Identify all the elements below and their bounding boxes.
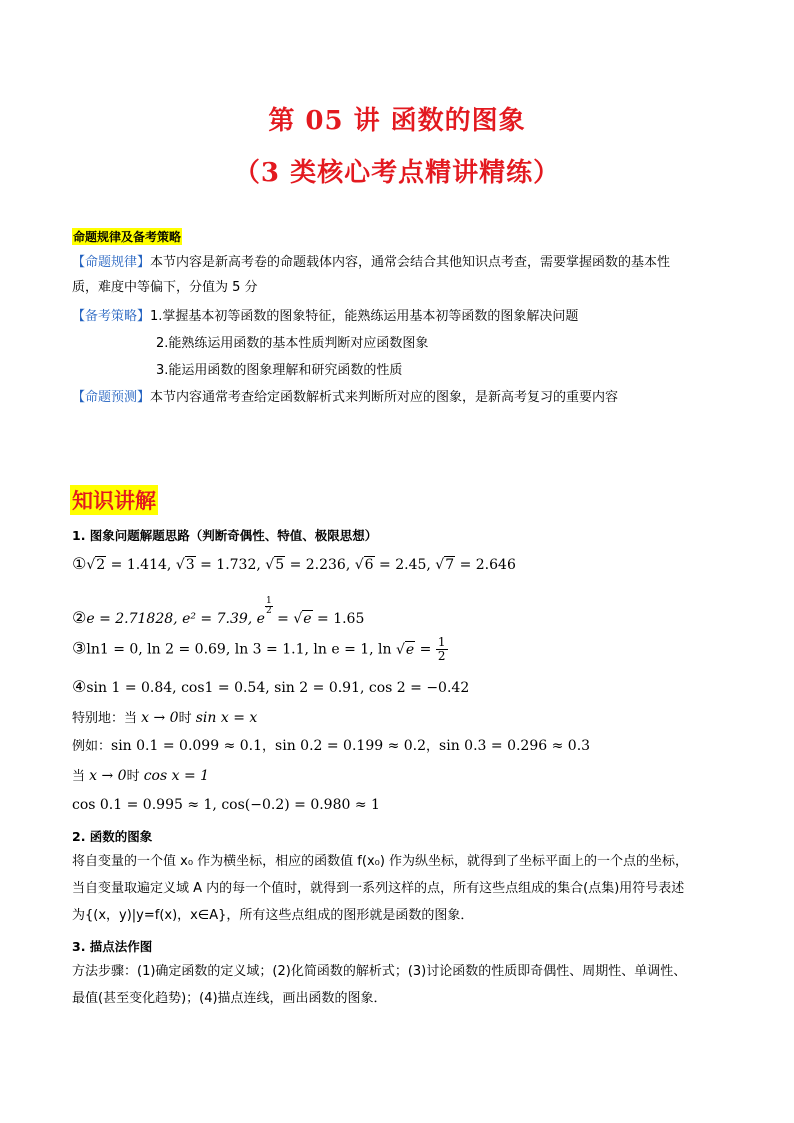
- forecast-label: 【命题预测】: [72, 390, 151, 405]
- sin-x-approx: sin x = x: [195, 710, 258, 726]
- section-3-line-1: 方法步骤：(1)确定函数的定义域；(2)化简函数的解析式；(3)讨论函数的性质即奇偶性、周期性、单调性、: [72, 964, 687, 979]
- example-3: sin 0.3 = 0.296 ≈ 0.3: [439, 738, 591, 754]
- section-2-line-3: 为{(x，y)|y=f(x)，x∈A}，所有这些点组成的图形就是函数的图象．: [72, 908, 474, 923]
- prep-label: 【备考策略】: [72, 309, 151, 324]
- one-half: $\frac{1}{2}$: [437, 635, 446, 663]
- value-sqrt3: = 1.732,: [195, 557, 266, 573]
- rule-paragraph: [72, 252, 670, 274]
- special-case-sin: [72, 708, 257, 729]
- prep-item-2: 2.能熟练运用函数的基本性质判断对应函数图象: [156, 336, 429, 351]
- prep-item-1: 1.掌握基本初等函数的图象特征，能熟练运用基本初等函数的图象解决问题: [150, 309, 579, 324]
- sqrt-2: √2: [86, 557, 106, 573]
- x-to-zero: x → 0: [141, 710, 179, 726]
- section-3-line-2: 最值(甚至变化趋势)；(4)描点连线，画出函数的图象．: [72, 991, 387, 1006]
- strategy-heading: 命题规律及备考策略: [73, 230, 182, 244]
- ln-values: ln1 = 0, ln 2 = 0.69, ln 3 = 1.1, ln e = 1, ln: [86, 641, 396, 658]
- e-values-row: [72, 597, 364, 629]
- sqrt-3: √3: [175, 557, 195, 573]
- lesson-subtitle: （3 类核心考点精讲精练）: [233, 158, 561, 188]
- value-sqrt6: = 2.45,: [374, 557, 436, 573]
- circled-four: ④: [72, 677, 87, 696]
- prep-paragraph: [72, 306, 578, 328]
- sqrt-e: √e: [293, 611, 312, 627]
- example-1: sin 0.1 = 0.099 ≈ 0.1: [111, 738, 263, 754]
- e-base: e: [256, 611, 265, 627]
- special-case-cos: [72, 766, 209, 787]
- x-to-zero-cos: x → 0: [89, 768, 127, 784]
- section-2-line-2: 当自变量取遍定义域 A 内的每一个值时，就得到一系列这样的点，所有这些点组成的集合(点集)用符号表述: [72, 881, 685, 896]
- equals: =: [272, 611, 294, 627]
- cos-example-row: cos 0.1 = 0.995 ≈ 1, cos(−0.2) = 0.980 ≈ 1: [72, 797, 380, 813]
- example-label: 例如：: [72, 739, 112, 754]
- trig-values-row: [72, 677, 469, 698]
- section-2-line-1: 将自变量的一个值 x₀ 作为横坐标，相应的函数值 f(x₀) 作为纵坐标，就得到了坐标平面上的一个点的坐标，: [72, 854, 689, 869]
- circled-three: ③: [72, 638, 87, 658]
- section-1-heading: 1. 图象问题解题思路（判断奇偶性、特值、极限思想）: [72, 528, 378, 543]
- e-value: e = 2.71828,: [86, 611, 183, 627]
- sqrt-e-ln: √e: [396, 641, 415, 658]
- sqrt-6: √6: [354, 557, 374, 573]
- trig-values: sin 1 = 0.84, cos1 = 0.54, sin 2 = 0.91, cos 2 = −0.42: [86, 680, 470, 696]
- value-sqrt7: = 2.646: [455, 557, 516, 573]
- cos-x-approx: cos x = 1: [143, 768, 210, 784]
- example-row: 例如：sin 0.1 = 0.099 ≈ 0.1，sin 0.2 = 0.199 ≈ 0.2，sin 0.3 = 0.296 ≈ 0.3: [72, 738, 591, 754]
- when-text-cos: 时: [126, 769, 144, 784]
- value-sqrt2: = 1.414,: [106, 557, 176, 573]
- rule-label: 【命题规律】: [72, 255, 151, 270]
- ln-values-row: [72, 636, 448, 663]
- value-sqrt5: = 2.236,: [285, 557, 355, 573]
- sqrt-7: √7: [435, 557, 455, 573]
- rule-text-2: 质，难度中等偏下，分值为 5 分: [72, 280, 258, 295]
- circled-one: ①: [72, 554, 87, 573]
- lesson-title: 第 05 讲 函数的图象: [268, 106, 526, 136]
- knowledge-badge: 知识讲解: [70, 485, 158, 515]
- circled-two: ②: [72, 608, 87, 627]
- section-2-heading: 2. 函数的图象: [72, 829, 153, 844]
- e-squared: e² = 7.39,: [182, 611, 257, 627]
- equals: =: [415, 641, 436, 658]
- example-2: sin 0.2 = 0.199 ≈ 0.2: [275, 738, 427, 754]
- when-label: 当: [72, 769, 90, 784]
- special-label: 特别地：当: [72, 711, 142, 726]
- forecast-paragraph: [72, 387, 618, 409]
- prep-item-3: 3.能运用函数的图象理解和研究函数的性质: [156, 363, 403, 378]
- section-3-heading: 3. 描点法作图: [72, 939, 153, 954]
- rule-text-1: 本节内容是新高考卷的命题载体内容，通常会结合其他知识点考查，需要掌握函数的基本性: [150, 255, 671, 270]
- when-text: 时: [178, 711, 196, 726]
- sqrt-5: √5: [265, 557, 285, 573]
- forecast-text: 本节内容通常考查给定函数解析式来判断所对应的图象，是新高考复习的重要内容: [150, 390, 619, 405]
- half-exponent: $\frac{1}{2}$: [265, 596, 272, 616]
- value-sqrt-e: = 1.65: [312, 611, 365, 627]
- sqrt-values-row: [72, 554, 516, 575]
